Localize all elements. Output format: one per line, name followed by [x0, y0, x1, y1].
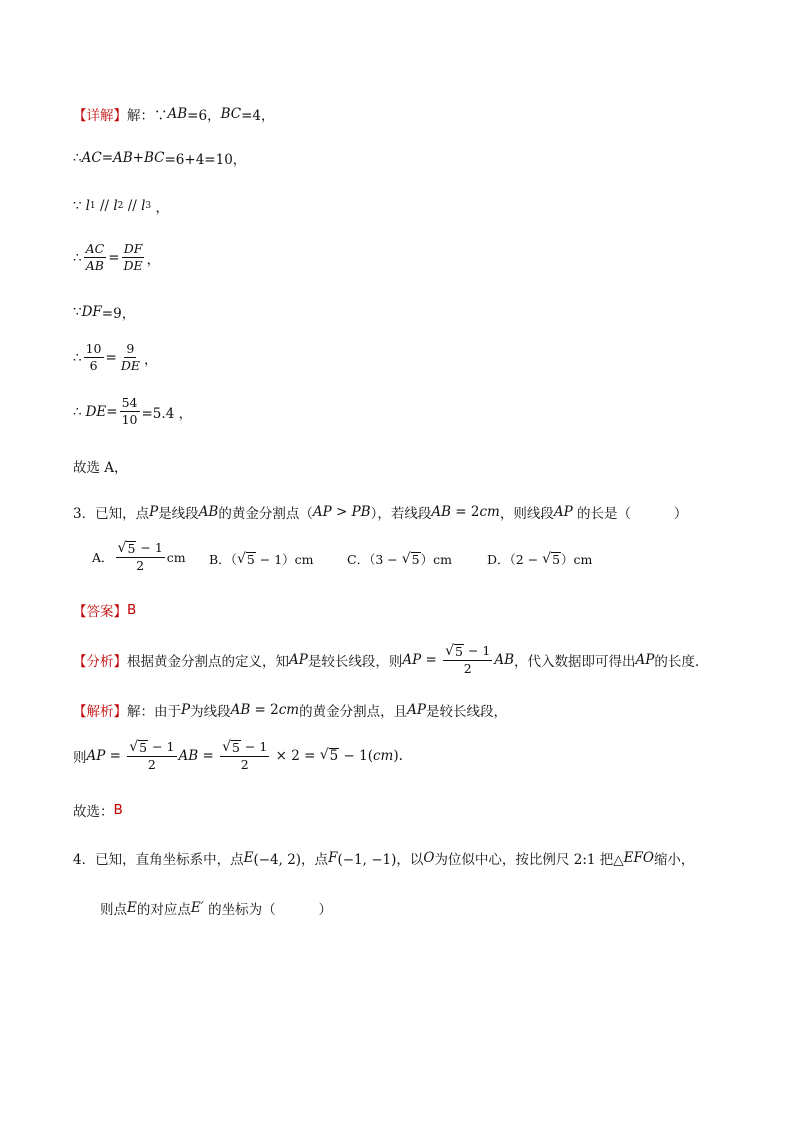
- sqrt-symbol: √: [129, 739, 139, 755]
- solution-line-6: ∴ $\frac{10}{6}$ = $\frac{9}{DE}$ ，: [73, 341, 158, 374]
- explain-line: 【解析】 解：由于 P 为线段 AB = 2 cm 的黄金分割点，且 AP 是较长线段，: [73, 702, 507, 720]
- sqrt-symbol: √: [117, 540, 127, 556]
- solution-line-7: ∴ DE = $\frac{54}{10}$ =5.4 ，: [73, 395, 193, 428]
- solution-line-5: ∵ DF =9，: [73, 304, 136, 322]
- detail-tag: 【详解】: [73, 108, 127, 124]
- option-c: C．（3 − √ 5 ）cm: [347, 550, 452, 567]
- choose-value: B: [113, 802, 123, 818]
- fraction: $\frac{54}{10}$: [121, 395, 138, 428]
- solution-line-1: 【详解】 解：∵ AB =6， BC =4，: [73, 106, 275, 124]
- sqrt-symbol: √: [445, 643, 455, 659]
- option-a: A． √ 5 − 1 2 cm: [92, 540, 186, 573]
- solution-line-2: ∴ AC = AB + BC =6+4=10，: [73, 150, 247, 168]
- calculation-line: 则 AP = √ 5 − 1 2 AB = √ 5 − 1 2 × 2 = √ 5 − 1( cm ).: [73, 739, 403, 772]
- answer-line: [73, 600, 136, 620]
- fraction: $\frac{DF}{DE}$: [123, 241, 143, 274]
- option-d: D．（2 − √ 5 ）cm: [487, 550, 593, 567]
- question-4-stem-line-1: 4．已知，直角坐标系中，点 E (−4, 2)，点 F (−1, −1)，以 O 为位似中心，按比例尺 2:1 把△ EFO 缩小，: [73, 850, 695, 868]
- answer-tag: 【答案】: [73, 604, 127, 620]
- explain-tag: 【解析】: [73, 704, 127, 720]
- analysis-tag: 【分析】: [73, 654, 127, 671]
- question-4-stem-line-2: 则点 E 的对应点 E′ 的坐标为（ ）: [100, 900, 332, 918]
- choose-line: 故选： B: [73, 802, 123, 820]
- solution-line-3: ∵ l 1 // l 2 // l 3 ，: [73, 198, 169, 216]
- sqrt-symbol: √: [236, 550, 246, 567]
- fraction: √ 5 − 1 2: [445, 643, 491, 676]
- sqrt-symbol: √: [401, 550, 411, 567]
- fraction: √ 5 − 1 2: [222, 739, 268, 772]
- solution-conclusion: 故选 A，: [73, 460, 128, 476]
- fraction: √ 5 − 1 2: [129, 739, 175, 772]
- option-b: B．（ √ 5 − 1）cm: [209, 550, 314, 567]
- fraction: $\frac{AC}{AB}$: [85, 241, 105, 274]
- fraction: $\frac{10}{6}$: [85, 341, 102, 374]
- fraction: √ 5 − 1 2: [117, 540, 163, 573]
- question-3-stem: 3．已知，点 P 是线段 AB 的黄金分割点（ AP > PB ），若线段 AB = 2 cm ，则线段 AP 的长是（ ）: [73, 504, 688, 522]
- analysis-line: 【分析】 根据黄金分割点的定义，知 AP 是较长线段，则 AP = √ 5 − 1 2 AB ，代入数据即可得出 AP 的长度.: [73, 643, 700, 676]
- fraction: $\frac{9}{DE}$: [120, 341, 140, 374]
- answer-value: B: [127, 602, 137, 618]
- solution-line-4: ∴ $\frac{AC}{AB}$ = $\frac{DF}{DE}$ ，: [73, 241, 161, 274]
- sqrt-symbol: √: [319, 747, 329, 764]
- sqrt-symbol: √: [542, 550, 552, 567]
- sqrt-symbol: √: [222, 739, 231, 755]
